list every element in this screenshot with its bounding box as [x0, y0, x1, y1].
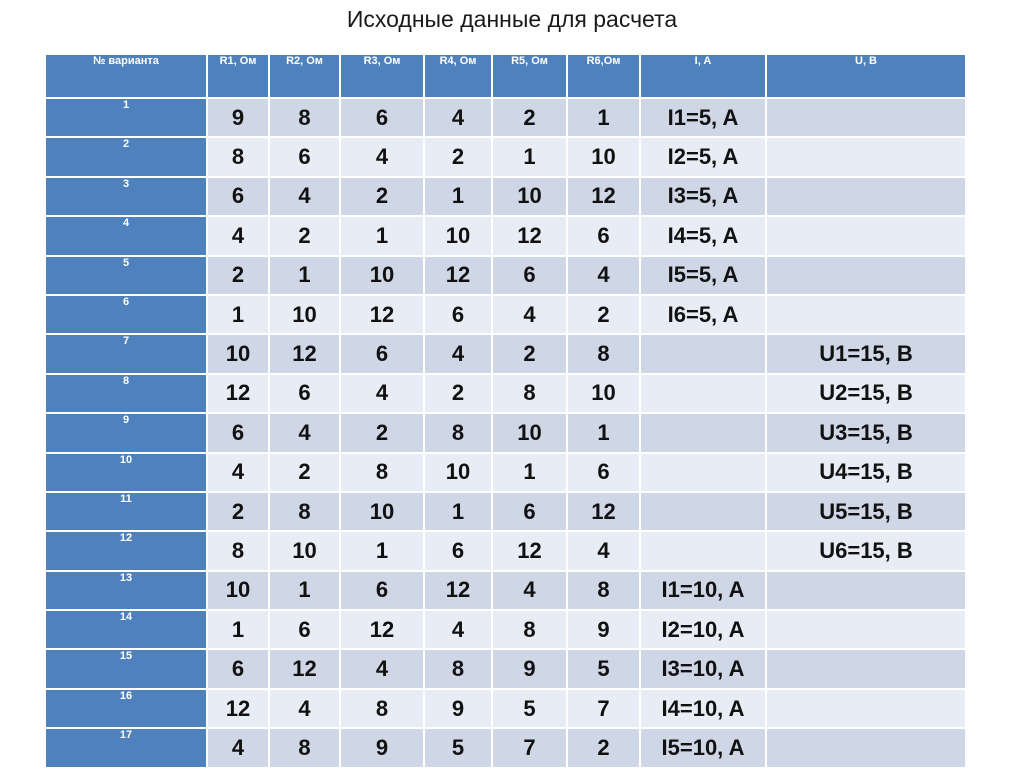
cell-r5: 10 [492, 413, 567, 452]
cell-voltage [766, 256, 966, 295]
slide-title: Исходные данные для расчета [346, 6, 678, 32]
cell-r3: 10 [340, 492, 424, 531]
cell-r3: 6 [340, 98, 424, 137]
cell-r1: 9 [207, 98, 269, 137]
cell-r2: 6 [269, 137, 340, 176]
table-row [45, 98, 966, 137]
cell-variant: 17 [45, 728, 207, 767]
cell-current: I4=10, A [640, 689, 766, 728]
cell-current [640, 453, 766, 492]
cell-r2: 1 [269, 571, 340, 610]
cell-current: I6=5, A [640, 295, 766, 334]
cell-r2: 8 [269, 728, 340, 767]
cell-variant: 4 [45, 216, 207, 255]
cell-current: I5=5, A [640, 256, 766, 295]
cell-r6: 9 [567, 610, 640, 649]
cell-r4: 1 [424, 177, 492, 216]
cell-r1: 6 [207, 413, 269, 452]
cell-r5: 6 [492, 256, 567, 295]
cell-r6: 8 [567, 571, 640, 610]
cell-r1: 6 [207, 177, 269, 216]
cell-voltage [766, 137, 966, 176]
header-voltage: U, B [766, 54, 966, 98]
cell-r1: 2 [207, 256, 269, 295]
cell-r2: 4 [269, 689, 340, 728]
cell-r3: 6 [340, 571, 424, 610]
cell-r1: 1 [207, 610, 269, 649]
cell-current: I3=10, A [640, 649, 766, 688]
cell-r4: 1 [424, 492, 492, 531]
cell-r4: 10 [424, 453, 492, 492]
cell-r1: 12 [207, 374, 269, 413]
cell-r6: 12 [567, 492, 640, 531]
table-row [45, 295, 966, 334]
cell-r1: 10 [207, 334, 269, 373]
table-row [45, 610, 966, 649]
cell-r2: 12 [269, 649, 340, 688]
table-row [45, 374, 966, 413]
cell-r3: 4 [340, 374, 424, 413]
cell-variant: 13 [45, 571, 207, 610]
cell-variant: 10 [45, 453, 207, 492]
cell-r3: 1 [340, 216, 424, 255]
cell-r2: 12 [269, 334, 340, 373]
table-row [45, 177, 966, 216]
header-r3: R3, Ом [340, 54, 424, 98]
cell-current: I1=5, A [640, 98, 766, 137]
table-row [45, 689, 966, 728]
cell-variant: 15 [45, 649, 207, 688]
table-row [45, 256, 966, 295]
cell-r4: 12 [424, 571, 492, 610]
cell-r4: 5 [424, 728, 492, 767]
cell-current: I5=10, A [640, 728, 766, 767]
data-table [44, 53, 967, 769]
cell-current: I2=5, A [640, 137, 766, 176]
cell-voltage [766, 98, 966, 137]
table-row [45, 649, 966, 688]
table-row [45, 137, 966, 176]
cell-r2: 8 [269, 98, 340, 137]
cell-r6: 5 [567, 649, 640, 688]
cell-r5: 2 [492, 98, 567, 137]
cell-r2: 4 [269, 177, 340, 216]
cell-current [640, 492, 766, 531]
cell-r2: 1 [269, 256, 340, 295]
cell-variant: 12 [45, 531, 207, 570]
cell-variant: 1 [45, 98, 207, 137]
cell-voltage [766, 216, 966, 255]
cell-r3: 2 [340, 413, 424, 452]
cell-r5: 1 [492, 137, 567, 176]
cell-r5: 2 [492, 334, 567, 373]
cell-voltage: U1=15, B [766, 334, 966, 373]
table-row [45, 413, 966, 452]
table-row [45, 728, 966, 767]
cell-r1: 2 [207, 492, 269, 531]
cell-r5: 9 [492, 649, 567, 688]
table-row [45, 531, 966, 570]
cell-voltage [766, 295, 966, 334]
table-row [45, 216, 966, 255]
cell-r1: 10 [207, 571, 269, 610]
cell-voltage [766, 649, 966, 688]
cell-current [640, 531, 766, 570]
cell-r1: 4 [207, 453, 269, 492]
cell-r3: 1 [340, 531, 424, 570]
cell-r6: 6 [567, 453, 640, 492]
cell-voltage [766, 571, 966, 610]
cell-current: I2=10, A [640, 610, 766, 649]
cell-r6: 10 [567, 137, 640, 176]
cell-r5: 12 [492, 531, 567, 570]
cell-r3: 12 [340, 610, 424, 649]
cell-r1: 8 [207, 531, 269, 570]
header-variant: № варианта [45, 54, 207, 98]
cell-r5: 12 [492, 216, 567, 255]
cell-variant: 14 [45, 610, 207, 649]
cell-r4: 4 [424, 610, 492, 649]
cell-r1: 1 [207, 295, 269, 334]
cell-r5: 8 [492, 374, 567, 413]
cell-variant: 5 [45, 256, 207, 295]
cell-r1: 4 [207, 728, 269, 767]
header-r4: R4, Ом [424, 54, 492, 98]
cell-r6: 10 [567, 374, 640, 413]
cell-r3: 4 [340, 137, 424, 176]
cell-r5: 7 [492, 728, 567, 767]
cell-r6: 8 [567, 334, 640, 373]
cell-r2: 6 [269, 374, 340, 413]
cell-voltage: U3=15, B [766, 413, 966, 452]
cell-variant: 11 [45, 492, 207, 531]
cell-r1: 4 [207, 216, 269, 255]
cell-r4: 6 [424, 295, 492, 334]
cell-voltage: U6=15, B [766, 531, 966, 570]
cell-current [640, 334, 766, 373]
cell-r6: 2 [567, 728, 640, 767]
cell-r2: 6 [269, 610, 340, 649]
cell-r1: 12 [207, 689, 269, 728]
cell-variant: 3 [45, 177, 207, 216]
cell-r2: 2 [269, 216, 340, 255]
cell-r5: 4 [492, 571, 567, 610]
cell-variant: 16 [45, 689, 207, 728]
cell-r5: 4 [492, 295, 567, 334]
cell-r2: 10 [269, 295, 340, 334]
cell-r6: 12 [567, 177, 640, 216]
cell-r4: 8 [424, 649, 492, 688]
table-row [45, 453, 966, 492]
cell-r4: 8 [424, 413, 492, 452]
cell-r4: 4 [424, 334, 492, 373]
header-row [45, 54, 966, 98]
cell-voltage: U4=15, B [766, 453, 966, 492]
cell-r6: 4 [567, 531, 640, 570]
cell-r4: 10 [424, 216, 492, 255]
cell-r4: 12 [424, 256, 492, 295]
cell-r5: 5 [492, 689, 567, 728]
cell-r2: 8 [269, 492, 340, 531]
cell-current: I3=5, A [640, 177, 766, 216]
cell-r5: 8 [492, 610, 567, 649]
cell-voltage [766, 610, 966, 649]
cell-voltage: U2=15, B [766, 374, 966, 413]
cell-r3: 8 [340, 689, 424, 728]
cell-current: I1=10, A [640, 571, 766, 610]
cell-voltage [766, 177, 966, 216]
cell-r4: 9 [424, 689, 492, 728]
cell-r4: 4 [424, 98, 492, 137]
cell-r6: 4 [567, 256, 640, 295]
cell-r3: 6 [340, 334, 424, 373]
cell-variant: 7 [45, 334, 207, 373]
cell-variant: 9 [45, 413, 207, 452]
cell-r4: 2 [424, 374, 492, 413]
cell-variant: 8 [45, 374, 207, 413]
cell-r1: 6 [207, 649, 269, 688]
cell-voltage [766, 728, 966, 767]
cell-r5: 1 [492, 453, 567, 492]
cell-r2: 4 [269, 413, 340, 452]
cell-variant: 6 [45, 295, 207, 334]
cell-r6: 1 [567, 98, 640, 137]
cell-r4: 2 [424, 137, 492, 176]
table-row [45, 492, 966, 531]
cell-voltage: U5=15, B [766, 492, 966, 531]
cell-r6: 7 [567, 689, 640, 728]
table-row [45, 571, 966, 610]
cell-r3: 9 [340, 728, 424, 767]
cell-current: I4=5, A [640, 216, 766, 255]
cell-r6: 1 [567, 413, 640, 452]
cell-r2: 2 [269, 453, 340, 492]
cell-r6: 6 [567, 216, 640, 255]
cell-r1: 8 [207, 137, 269, 176]
header-r2: R2, Ом [269, 54, 340, 98]
cell-r3: 4 [340, 649, 424, 688]
cell-r3: 2 [340, 177, 424, 216]
cell-current [640, 374, 766, 413]
cell-voltage [766, 689, 966, 728]
cell-r4: 6 [424, 531, 492, 570]
header-r1: R1, Ом [207, 54, 269, 98]
cell-r5: 10 [492, 177, 567, 216]
table-row [45, 334, 966, 373]
cell-r3: 8 [340, 453, 424, 492]
cell-r3: 12 [340, 295, 424, 334]
header-r5: R5, Ом [492, 54, 567, 98]
header-current: I, A [640, 54, 766, 98]
header-r6: R6,Ом [567, 54, 640, 98]
cell-variant: 2 [45, 137, 207, 176]
cell-r3: 10 [340, 256, 424, 295]
cell-current [640, 413, 766, 452]
cell-r2: 10 [269, 531, 340, 570]
cell-r6: 2 [567, 295, 640, 334]
cell-r5: 6 [492, 492, 567, 531]
